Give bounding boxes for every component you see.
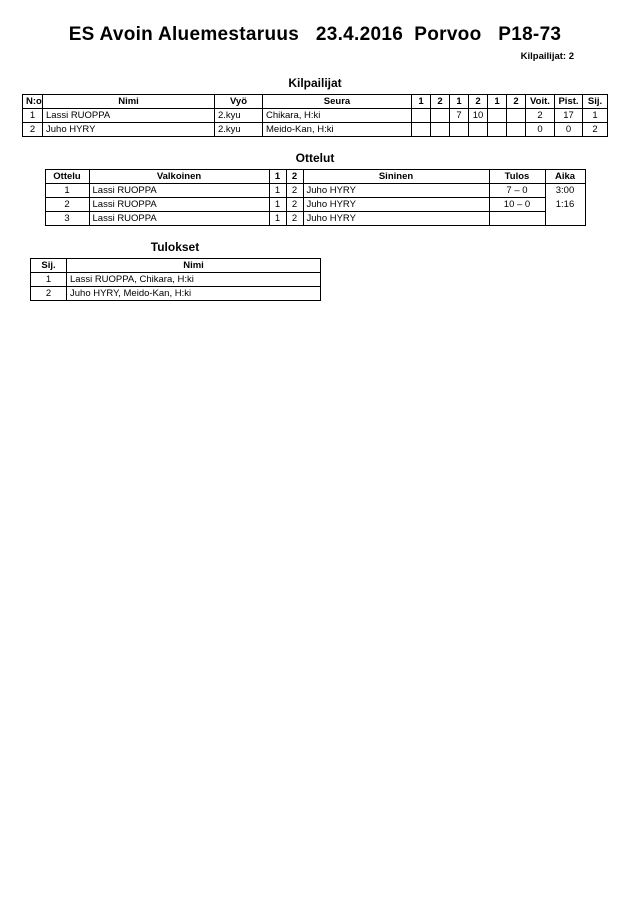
col-header-vyo: Vyö [215, 95, 263, 109]
col-header-ottelu: Ottelu [45, 170, 89, 184]
col-header-r3: 1 [450, 95, 469, 109]
cell-seura: Chikara, H:ki [263, 109, 412, 123]
cell-score: 10 [469, 109, 488, 123]
col-header-r6: 2 [507, 95, 526, 109]
cell-seura: Meido-Kan, H:ki [263, 123, 412, 137]
cell-vyo: 2.kyu [215, 123, 263, 137]
col-header-r5: 1 [488, 95, 507, 109]
table-row [31, 273, 321, 287]
cell-valkoinen: Lassi RUOPPA [89, 212, 269, 226]
cell-aika [545, 212, 585, 226]
ottelut-table-wrap [0, 169, 630, 226]
cell-nimi: Juho HYRY, Meido-Kan, H:ki [67, 287, 321, 301]
cell-score: 7 [450, 109, 469, 123]
ottelut-heading: Ottelut [295, 151, 335, 165]
cell-score [412, 123, 431, 137]
kilpailijat-table [22, 94, 608, 137]
cell-tulos: 10 – 0 [489, 198, 545, 212]
cell-aika: 1:16 [545, 198, 585, 212]
col-header-sij: Sij. [31, 259, 67, 273]
cell-slot1: 1 [269, 198, 286, 212]
cell-sij: 1 [31, 273, 67, 287]
tulokset-heading: Tulokset [150, 240, 200, 254]
cell-valkoinen: Lassi RUOPPA [89, 198, 269, 212]
cell-slot2: 2 [286, 184, 303, 198]
cell-voit: 0 [526, 123, 555, 137]
page-title: ES Avoin Aluemestaruus 23.4.2016 Porvoo P18-73 [68, 24, 562, 45]
cell-score [469, 123, 488, 137]
tulokset-table [30, 258, 321, 301]
cell-score [507, 109, 526, 123]
cell-sij: 1 [583, 109, 608, 123]
document-page [0, 24, 630, 915]
col-header-pist: Pist. [555, 95, 583, 109]
cell-score [412, 109, 431, 123]
ottelut-table [45, 169, 586, 226]
cell-ottelu-no: 3 [45, 212, 89, 226]
cell-score [488, 109, 507, 123]
col-header-sij: Sij. [583, 95, 608, 109]
cell-slot1: 1 [269, 184, 286, 198]
table-header-row [23, 95, 608, 109]
cell-sininen: Juho HYRY [303, 184, 489, 198]
col-header-nimi: Nimi [67, 259, 321, 273]
cell-no: 1 [23, 109, 43, 123]
cell-voit: 2 [526, 109, 555, 123]
cell-tulos [489, 212, 545, 226]
col-header-voit: Voit. [526, 95, 555, 109]
cell-pist: 0 [555, 123, 583, 137]
cell-tulos: 7 – 0 [489, 184, 545, 198]
col-header-no: N:o [23, 95, 43, 109]
cell-nimi: Lassi RUOPPA, Chikara, H:ki [67, 273, 321, 287]
cell-slot2: 2 [286, 198, 303, 212]
col-header-slot1: 1 [269, 170, 286, 184]
competitor-count: Kilpailijat: 2 [520, 51, 574, 62]
kilpailijat-table-wrap [0, 94, 630, 137]
col-header-aika: Aika [545, 170, 585, 184]
cell-ottelu-no: 2 [45, 198, 89, 212]
cell-score [507, 123, 526, 137]
tulokset-block [30, 240, 630, 301]
table-row [45, 212, 585, 226]
cell-valkoinen: Lassi RUOPPA [89, 184, 269, 198]
cell-sininen: Juho HYRY [303, 198, 489, 212]
table-row [23, 123, 608, 137]
table-row [31, 287, 321, 301]
col-header-sininen: Sininen [303, 170, 489, 184]
col-header-tulos: Tulos [489, 170, 545, 184]
table-row [45, 184, 585, 198]
cell-no: 2 [23, 123, 43, 137]
cell-score [431, 109, 450, 123]
cell-pist: 17 [555, 109, 583, 123]
cell-nimi: Lassi RUOPPA [43, 109, 215, 123]
cell-score [488, 123, 507, 137]
table-row [23, 109, 608, 123]
col-header-valkoinen: Valkoinen [89, 170, 269, 184]
col-header-slot2: 2 [286, 170, 303, 184]
kilpailijat-heading: Kilpailijat [288, 76, 342, 90]
col-header-nimi: Nimi [43, 95, 215, 109]
cell-slot1: 1 [269, 212, 286, 226]
cell-score [450, 123, 469, 137]
table-header-row [31, 259, 321, 273]
cell-score [431, 123, 450, 137]
col-header-seura: Seura [263, 95, 412, 109]
table-row [45, 198, 585, 212]
cell-sij: 2 [583, 123, 608, 137]
cell-vyo: 2.kyu [215, 109, 263, 123]
cell-sininen: Juho HYRY [303, 212, 489, 226]
cell-nimi: Juho HYRY [43, 123, 215, 137]
table-header-row [45, 170, 585, 184]
cell-aika: 3:00 [545, 184, 585, 198]
cell-sij: 2 [31, 287, 67, 301]
cell-slot2: 2 [286, 212, 303, 226]
col-header-r1: 1 [412, 95, 431, 109]
col-header-r4: 2 [469, 95, 488, 109]
cell-ottelu-no: 1 [45, 184, 89, 198]
col-header-r2: 2 [431, 95, 450, 109]
